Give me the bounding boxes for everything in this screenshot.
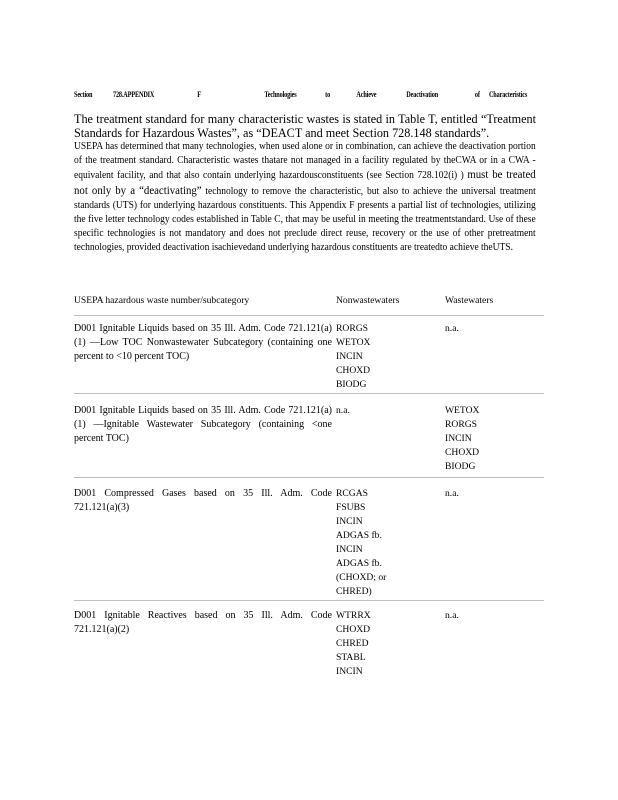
tech-code: INCIN — [336, 351, 363, 362]
header-nonwastewaters: Nonwastewaters — [336, 295, 400, 306]
heading-letter: F — [197, 90, 201, 99]
tech-code: WETOX — [336, 337, 371, 348]
tech-code: INCIN — [336, 516, 363, 527]
header-wastewaters: Wastewaters — [445, 295, 494, 306]
tech-code: WETOX — [445, 405, 480, 416]
header-divider — [74, 315, 544, 316]
tech-code: n.a. — [445, 323, 459, 334]
row-wastewaters — [445, 609, 525, 623]
tech-code: BIODG — [445, 461, 476, 472]
section-heading — [74, 90, 528, 99]
intro-body-part-1: USEPA has determined that many technologies, when used alone or in combination, can achieve the deactivation portion of the treatment standard. Characteristic wastes thatare not managed in a facility regulated by theCWA or in a CWA -equivalent facility, and that also contain underlying hazardousconstituents (see Section 728.102(i) ) — [74, 141, 536, 182]
row-description: D001 Compressed Gases based on 35 Ill. Adm. Code 721.121(a)(3) — [74, 488, 332, 513]
tech-code: RCGAS — [336, 488, 368, 499]
heading-section: Section — [74, 90, 93, 99]
row-nonwastewaters — [336, 404, 406, 418]
row-description: D001 Ignitable Liquids based on 35 Ill. Adm. Code 721.121(a)(1) —Low TOC Nonwastewater Subcategory (containing one percent to <10 percent TOC) — [74, 323, 332, 362]
tech-code: CHRED — [336, 638, 369, 649]
header-category: USEPA hazardous waste number/subcategory — [74, 295, 250, 306]
tech-code: n.a. — [445, 488, 459, 499]
heading-to: to — [325, 90, 331, 99]
tech-code: (CHOXD; or — [336, 572, 387, 583]
tech-code: FSUBS — [336, 502, 366, 513]
heading-of: of — [474, 90, 480, 99]
heading-achieve: Achieve — [356, 90, 377, 99]
tech-code: STABL — [336, 652, 366, 663]
tech-code: RORGS — [336, 323, 368, 334]
intro-body-emphasis: must be treated not only by a “deactivating” — [74, 169, 536, 197]
row-divider — [74, 393, 544, 394]
tech-code: n.a. — [336, 405, 350, 416]
tech-code: ADGAS fb. — [336, 558, 382, 569]
row-nonwastewaters — [336, 487, 406, 599]
intro-body-part-2: technology to remove the characteristic, but also to achieve the universal treatment standards (UTS) for underlying hazardous constituents. This Appendix F presents a partial list of technologies, utilizing the five letter technology codes established in Table C, that may be useful in meeting the treatmentstandard. Use of these specific technologies is not mandatory and does not preclude direct reuse, recovery or the use of other pretreatment technologies, provided deactivation isachievedand underlying hazardous constituents are treatedto achieve theUTS. — [74, 185, 536, 254]
tech-code: CHOXD — [336, 624, 371, 635]
tech-code: n.a. — [445, 610, 459, 621]
tech-code: CHOXD — [336, 365, 371, 376]
tech-code: ADGAS fb. — [336, 530, 382, 541]
intro-lead-text: The treatment standard for many characteristic wastes is stated in Table T, entitled “Treatment Standards for Hazardous Wastes”, as “DEACT and meet Section 728.148 standards”. — [74, 112, 536, 140]
heading-deactivation: Deactivation — [406, 90, 439, 99]
tech-code: WTRRX — [336, 610, 371, 621]
tech-code: INCIN — [336, 544, 363, 555]
row-wastewaters — [445, 404, 525, 474]
intro-paragraph — [74, 112, 536, 256]
heading-technologies: Technologies — [264, 90, 297, 99]
heading-appendix: 728.APPENDIX — [113, 90, 155, 99]
row-wastewaters — [445, 322, 525, 336]
row-nonwastewaters — [336, 322, 406, 392]
row-wastewaters — [445, 487, 525, 501]
row-divider — [74, 477, 544, 478]
row-divider — [74, 600, 544, 601]
tech-code: INCIN — [445, 433, 472, 444]
tech-code: BIODG — [336, 379, 367, 390]
tech-code: CHRED) — [336, 586, 372, 597]
intro-body-text — [74, 140, 536, 256]
row-description: D001 Ignitable Reactives based on 35 Ill. Adm. Code 721.121(a)(2) — [74, 610, 332, 635]
row-description: D001 Ignitable Liquids based on 35 Ill. Adm. Code 721.121(a)(1) —Ignitable Wastewater Subcategory (containing <one percent TOC) — [74, 405, 332, 444]
tech-code: CHOXD — [445, 447, 480, 458]
row-nonwastewaters — [336, 609, 406, 679]
tech-code: INCIN — [336, 666, 363, 677]
tech-code: RORGS — [445, 419, 477, 430]
heading-characteristics: Characteristics — [488, 90, 528, 99]
